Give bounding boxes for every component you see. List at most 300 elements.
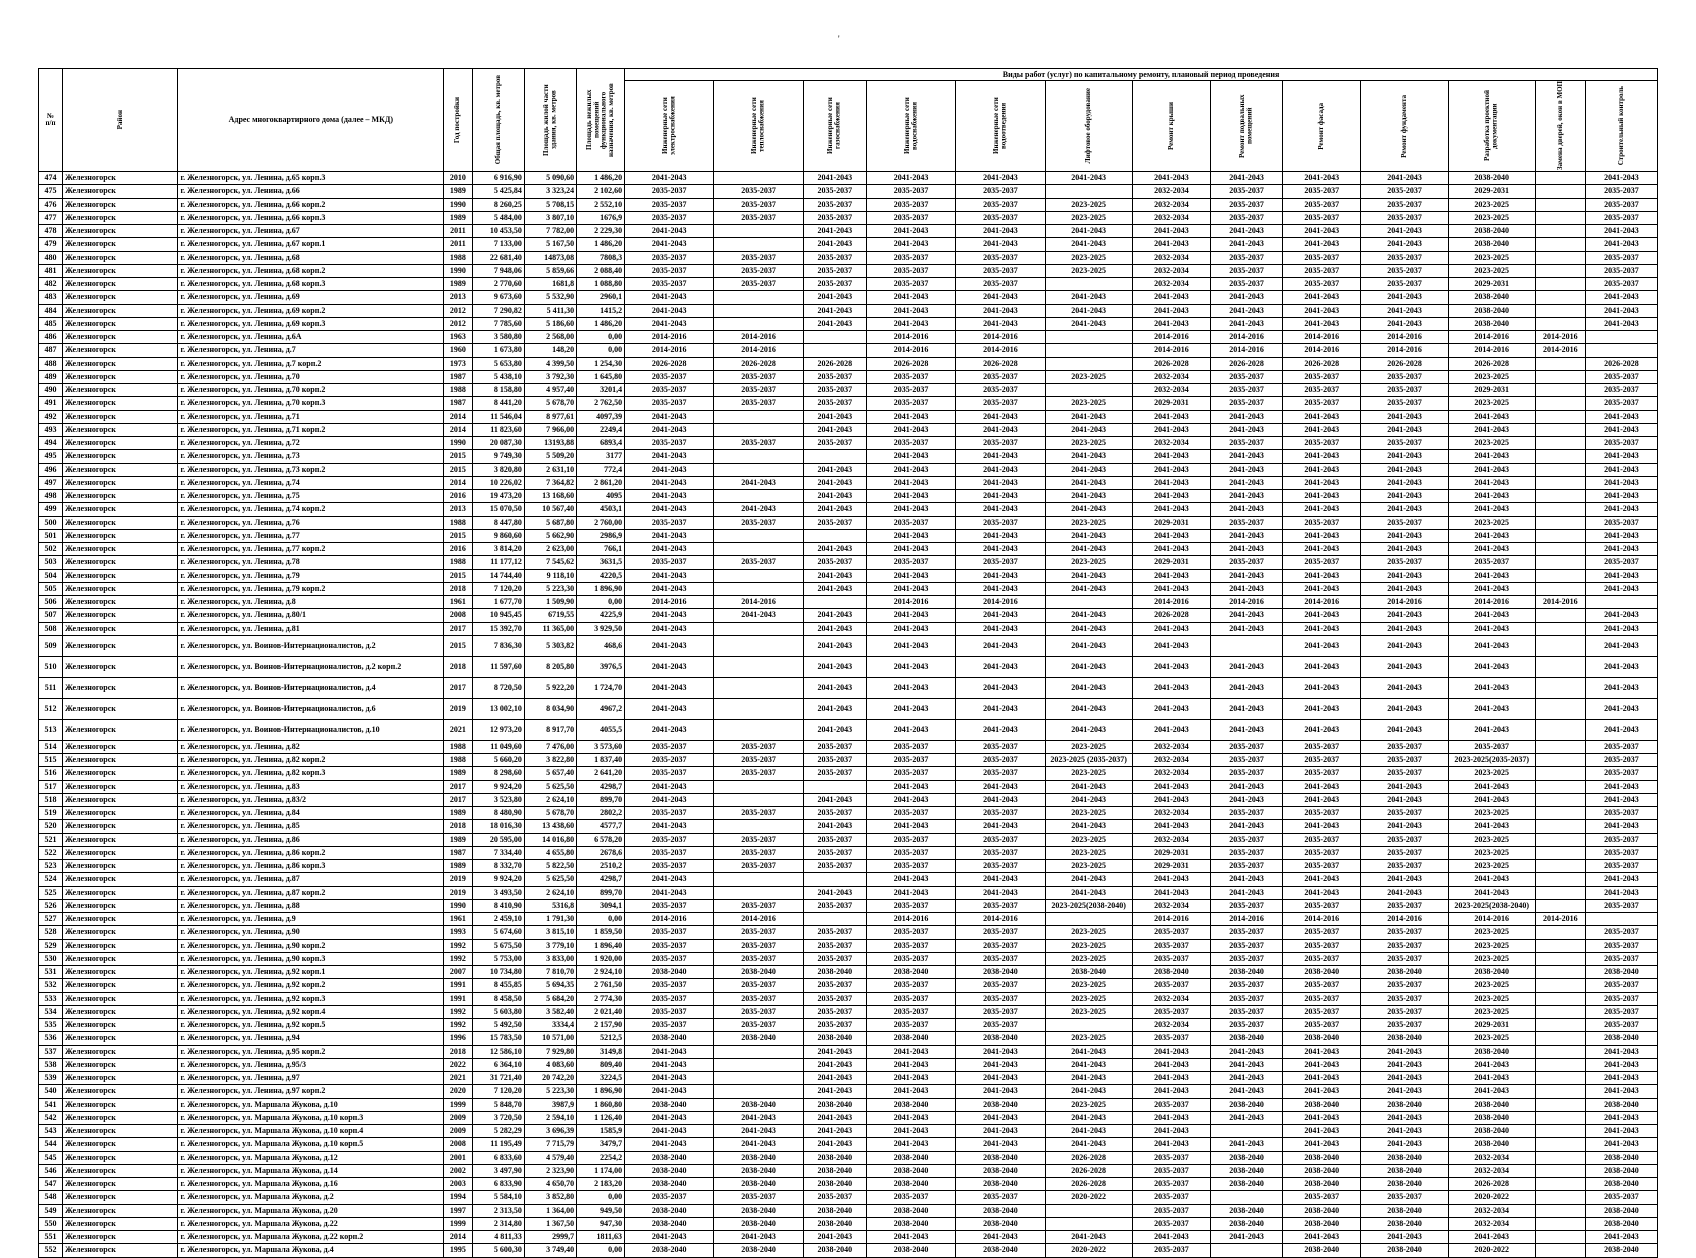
cell-work-period: 2041-2043 <box>1045 1045 1132 1058</box>
cell-work-period: 2041-2043 <box>625 423 714 436</box>
cell-living-area: 5 678,70 <box>524 397 576 410</box>
cell-address: г. Железногорск, ул. Воинов-Интернационалистов, д.2 <box>178 635 444 656</box>
cell-work-period <box>1045 278 1132 291</box>
cell-work-period <box>1535 238 1585 251</box>
cell-work-period: 2041-2043 <box>1585 780 1657 793</box>
cell-work-period: 2014-2016 <box>866 331 955 344</box>
cell-work-period: 2035-2037 <box>803 437 866 450</box>
cell-living-area: 3 822,80 <box>524 754 576 767</box>
cell-work-period: 2038-2040 <box>625 1032 714 1045</box>
cell-living-area: 7 545,62 <box>524 556 576 569</box>
cell-address: г. Железногорск, ул. Маршала Жукова, д.12 <box>178 1151 444 1164</box>
cell-work-period: 2041-2043 <box>1211 225 1283 238</box>
cell-work-period: 2035-2037 <box>1585 264 1657 277</box>
cell-work-period: 2035-2037 <box>625 384 714 397</box>
cell-work-period: 2035-2037 <box>625 278 714 291</box>
cell-work-period: 2041-2043 <box>866 490 955 503</box>
cell-living-area: 3 852,80 <box>524 1191 576 1204</box>
cell-no: 491 <box>39 397 63 410</box>
cell-work-period: 2041-2043 <box>1211 238 1283 251</box>
cell-work-period: 2014-2016 <box>866 913 955 926</box>
cell-work-period: 2035-2037 <box>1283 384 1361 397</box>
cell-work-period <box>1535 622 1585 635</box>
cell-total-area: 7 120,20 <box>472 1085 524 1098</box>
cell-work-period: 2041-2043 <box>803 423 866 436</box>
cell-work-period: 2041-2043 <box>1045 490 1132 503</box>
cell-living-area: 7 810,70 <box>524 966 576 979</box>
cell-nonres-area: 5212,5 <box>577 1032 625 1045</box>
cell-work-period: 2035-2037 <box>1283 437 1361 450</box>
cell-no: 548 <box>39 1191 63 1204</box>
cell-work-period: 2035-2037 <box>956 384 1045 397</box>
cell-work-period: 2035-2037 <box>1283 767 1361 780</box>
cell-work-period: 2038-2040 <box>714 1204 803 1217</box>
cell-work-period: 2038-2040 <box>1361 1204 1448 1217</box>
cell-work-period: 2035-2037 <box>1361 198 1448 211</box>
cell-work-period: 2041-2043 <box>1211 450 1283 463</box>
cell-work-period: 2023-2025 <box>1448 767 1535 780</box>
cell-work-period <box>714 886 803 899</box>
cell-no: 540 <box>39 1085 63 1098</box>
cell-year: 1989 <box>444 767 472 780</box>
cell-work-period: 2041-2043 <box>1448 1058 1535 1071</box>
table-row <box>39 264 1658 277</box>
cell-district: Железногорск <box>62 926 177 939</box>
cell-work-period: 2035-2037 <box>1283 370 1361 383</box>
table-row <box>39 384 1658 397</box>
cell-work-period: 2023-2025 <box>1045 952 1132 965</box>
cell-living-area: 6719,55 <box>524 609 576 622</box>
cell-work-period: 2041-2043 <box>1585 719 1657 740</box>
cell-work-period <box>1045 384 1132 397</box>
cell-work-period: 2041-2043 <box>1132 780 1210 793</box>
header-nonres-area: Площадь нежилых помещений функционального назначения, кв. метров <box>577 69 625 172</box>
cell-work-period: 2035-2037 <box>956 939 1045 952</box>
table-row <box>39 211 1658 224</box>
cell-work-period <box>1535 1217 1585 1230</box>
cell-work-period: 2023-2025 (2035-2037) <box>1045 754 1132 767</box>
cell-no: 539 <box>39 1072 63 1085</box>
cell-work-period: 2041-2043 <box>956 490 1045 503</box>
cell-work-period: 2038-2040 <box>803 966 866 979</box>
cell-work-period <box>1535 370 1585 383</box>
cell-work-period: 2035-2037 <box>714 754 803 767</box>
cell-work-period: 2029-2031 <box>1132 556 1210 569</box>
cell-work-period <box>1535 304 1585 317</box>
cell-no: 496 <box>39 463 63 476</box>
cell-work-period: 2041-2043 <box>1045 317 1132 330</box>
cell-district: Железногорск <box>62 1098 177 1111</box>
cell-living-area: 3 833,00 <box>524 952 576 965</box>
cell-total-area: 19 473,20 <box>472 490 524 503</box>
cell-work-period: 2035-2037 <box>1132 1191 1210 1204</box>
cell-work-period: 2014-2016 <box>1361 596 1448 609</box>
cell-district: Железногорск <box>62 1019 177 1032</box>
cell-work-period <box>1045 913 1132 926</box>
cell-work-period: 2038-2040 <box>866 1032 955 1045</box>
cell-total-area: 10 453,50 <box>472 225 524 238</box>
cell-no: 511 <box>39 677 63 698</box>
cell-work-period <box>1535 1164 1585 1177</box>
cell-nonres-area: 6893,4 <box>577 437 625 450</box>
cell-work-period: 2041-2043 <box>1045 719 1132 740</box>
cell-living-area: 5 090,60 <box>524 172 576 185</box>
cell-work-period: 2035-2037 <box>866 251 955 264</box>
cell-no: 530 <box>39 952 63 965</box>
cell-year: 2014 <box>444 476 472 489</box>
cell-no: 499 <box>39 503 63 516</box>
cell-work-period: 2041-2043 <box>956 172 1045 185</box>
table-row <box>39 172 1658 185</box>
cell-work-period: 2035-2037 <box>1211 926 1283 939</box>
cell-work-period: 2041-2043 <box>625 793 714 806</box>
cell-year: 2021 <box>444 1072 472 1085</box>
cell-work-period: 2041-2043 <box>1132 1045 1210 1058</box>
cell-work-period: 2035-2037 <box>1361 860 1448 873</box>
cell-work-period: 2029-2031 <box>1132 516 1210 529</box>
cell-nonres-area: 1 254,30 <box>577 357 625 370</box>
cell-work-period: 2041-2043 <box>714 1138 803 1151</box>
cell-address: г. Железногорск, ул. Ленина, д.68 корп.3 <box>178 278 444 291</box>
cell-work-period: 2026-2028 <box>714 357 803 370</box>
cell-work-period: 2041-2043 <box>625 450 714 463</box>
cell-address: г. Железногорск, ул. Ленина, д.78 <box>178 556 444 569</box>
cell-work-period: 2041-2043 <box>1448 622 1535 635</box>
cell-work-period: 2041-2043 <box>1361 582 1448 595</box>
cell-work-period: 2035-2037 <box>1448 556 1535 569</box>
table-row <box>39 1005 1658 1018</box>
cell-total-area: 5 660,20 <box>472 754 524 767</box>
cell-work-period: 2041-2043 <box>1132 656 1210 677</box>
cell-work-period <box>714 450 803 463</box>
cell-work-period: 2035-2037 <box>1283 278 1361 291</box>
cell-district: Железногорск <box>62 1045 177 1058</box>
cell-work-period: 2038-2040 <box>956 1164 1045 1177</box>
cell-address: г. Железногорск, ул. Ленина, д.85 <box>178 820 444 833</box>
cell-work-period: 2041-2043 <box>1361 291 1448 304</box>
cell-work-period: 2038-2040 <box>1361 1151 1448 1164</box>
cell-work-period: 2041-2043 <box>1045 1072 1132 1085</box>
cell-work-period: 2041-2043 <box>625 1138 714 1151</box>
cell-work-period: 2041-2043 <box>866 450 955 463</box>
cell-work-period: 2014-2016 <box>1448 331 1535 344</box>
cell-work-period <box>714 172 803 185</box>
cell-work-period: 2041-2043 <box>1045 1138 1132 1151</box>
cell-work-period: 2041-2043 <box>1585 1231 1657 1244</box>
cell-work-period <box>1535 423 1585 436</box>
cell-address: г. Железногорск, ул. Ленина, д.69 <box>178 291 444 304</box>
cell-living-area: 8 917,70 <box>524 719 576 740</box>
cell-address: г. Железногорск, ул. Ленина, д.97 корп.2 <box>178 1085 444 1098</box>
table-row <box>39 1032 1658 1045</box>
cell-no: 521 <box>39 833 63 846</box>
cell-living-area: 2999,7 <box>524 1231 576 1244</box>
cell-district: Железногорск <box>62 635 177 656</box>
cell-address: г. Железногорск, ул. Ленина, д.7 корп.2 <box>178 357 444 370</box>
cell-no: 483 <box>39 291 63 304</box>
cell-address: г. Железногорск, ул. Ленина, д.84 <box>178 807 444 820</box>
cell-work-period <box>1535 609 1585 622</box>
cell-living-area: 7 966,00 <box>524 423 576 436</box>
cell-work-period: 2041-2043 <box>1045 793 1132 806</box>
cell-work-period: 2041-2043 <box>1361 543 1448 556</box>
cell-work-period: 2035-2037 <box>625 185 714 198</box>
cell-total-area: 7 836,30 <box>472 635 524 656</box>
cell-work-period <box>1535 860 1585 873</box>
cell-work-period: 2041-2043 <box>956 463 1045 476</box>
cell-year: 2015 <box>444 450 472 463</box>
cell-work-period: 2041-2043 <box>714 609 803 622</box>
cell-work-period: 2014-2016 <box>1283 344 1361 357</box>
cell-work-period: 2035-2037 <box>956 211 1045 224</box>
cell-work-period: 2041-2043 <box>1211 304 1283 317</box>
cell-work-period: 2041-2043 <box>1448 793 1535 806</box>
cell-living-area: 5 223,30 <box>524 582 576 595</box>
cell-work-period: 2041-2043 <box>1211 1138 1283 1151</box>
cell-work-period: 2041-2043 <box>1585 529 1657 542</box>
cell-work-period: 2035-2037 <box>803 264 866 277</box>
cell-district: Железногорск <box>62 622 177 635</box>
cell-work-period <box>1535 198 1585 211</box>
cell-work-period <box>1535 677 1585 698</box>
cell-work-period: 2038-2040 <box>1283 1244 1361 1257</box>
cell-work-period: 2041-2043 <box>1448 410 1535 423</box>
cell-district: Железногорск <box>62 719 177 740</box>
cell-work-period: 2035-2037 <box>1283 846 1361 859</box>
cell-year: 1996 <box>444 1032 472 1045</box>
cell-work-period: 2041-2043 <box>1283 304 1361 317</box>
cell-work-period: 2041-2043 <box>956 677 1045 698</box>
cell-work-period: 2035-2037 <box>714 952 803 965</box>
cell-total-area: 5 848,70 <box>472 1098 524 1111</box>
cell-work-period <box>1535 780 1585 793</box>
cell-work-period <box>1535 1178 1585 1191</box>
cell-work-period: 2041-2043 <box>1283 820 1361 833</box>
cell-no: 549 <box>39 1204 63 1217</box>
cell-year: 1988 <box>444 556 472 569</box>
cell-work-period: 2041-2043 <box>625 582 714 595</box>
cell-no: 482 <box>39 278 63 291</box>
cell-no: 479 <box>39 238 63 251</box>
cell-work-period: 2026-2028 <box>1211 357 1283 370</box>
cell-work-period: 2041-2043 <box>1448 656 1535 677</box>
cell-no: 523 <box>39 860 63 873</box>
cell-no: 534 <box>39 1005 63 1018</box>
cell-work-period: 2035-2037 <box>1585 939 1657 952</box>
cell-work-period: 2038-2040 <box>1448 1045 1535 1058</box>
cell-total-area: 12 973,20 <box>472 719 524 740</box>
cell-address: г. Железногорск, ул. Ленина, д.92 корп.4 <box>178 1005 444 1018</box>
cell-no: 544 <box>39 1138 63 1151</box>
cell-year: 1961 <box>444 913 472 926</box>
cell-work-period: 2038-2040 <box>1361 1178 1448 1191</box>
cell-work-period: 2041-2043 <box>1361 622 1448 635</box>
cell-work-period: 2041-2043 <box>866 677 955 698</box>
cell-work-period: 2035-2037 <box>625 251 714 264</box>
cell-work-period <box>1535 656 1585 677</box>
cell-work-period: 2041-2043 <box>1448 582 1535 595</box>
cell-work-period: 2041-2043 <box>1132 225 1210 238</box>
cell-year: 2019 <box>444 886 472 899</box>
cell-work-period: 2035-2037 <box>714 185 803 198</box>
cell-district: Железногорск <box>62 503 177 516</box>
cell-year: 2012 <box>444 317 472 330</box>
cell-address: г. Железногорск, ул. Маршала Жукова, д.20 <box>178 1204 444 1217</box>
cell-work-period: 2041-2043 <box>1585 873 1657 886</box>
cell-living-area: 4 650,70 <box>524 1178 576 1191</box>
cell-work-period: 2041-2043 <box>714 1125 803 1138</box>
cell-work-period <box>1535 1072 1585 1085</box>
cell-work-period: 2041-2043 <box>1045 476 1132 489</box>
header-address: Адрес многоквартирного дома (далее – МКД) <box>178 69 444 172</box>
table-row <box>39 1085 1658 1098</box>
cell-work-period: 2041-2043 <box>1132 1058 1210 1071</box>
cell-work-period: 2035-2037 <box>866 397 955 410</box>
cell-work-period: 2041-2043 <box>1448 886 1535 899</box>
cell-work-period: 2035-2037 <box>1211 979 1283 992</box>
table-row <box>39 304 1658 317</box>
cell-work-period: 2041-2043 <box>1361 873 1448 886</box>
cell-work-period: 2014-2016 <box>956 596 1045 609</box>
table-row <box>39 357 1658 370</box>
cell-nonres-area: 3 573,60 <box>577 740 625 753</box>
cell-work-period: 2032-2034 <box>1132 833 1210 846</box>
cell-work-period <box>1585 596 1657 609</box>
cell-work-period: 2026-2028 <box>803 357 866 370</box>
cell-work-period: 2041-2043 <box>956 450 1045 463</box>
cell-work-period: 2014-2016 <box>956 913 1045 926</box>
cell-work-period: 2041-2043 <box>714 1231 803 1244</box>
cell-work-period: 2035-2037 <box>1361 264 1448 277</box>
cell-work-period: 2023-2025 <box>1045 860 1132 873</box>
cell-work-period: 2035-2037 <box>1585 1005 1657 1018</box>
cell-total-area: 10 945,45 <box>472 609 524 622</box>
cell-work-period: 2026-2028 <box>1448 357 1535 370</box>
cell-work-period <box>714 820 803 833</box>
cell-work-period: 2038-2040 <box>1211 1204 1283 1217</box>
cell-total-area: 11 195,49 <box>472 1138 524 1151</box>
cell-work-period: 2041-2043 <box>625 656 714 677</box>
cell-work-period: 2041-2043 <box>1283 698 1361 719</box>
cell-work-period: 2032-2034 <box>1132 767 1210 780</box>
cell-no: 532 <box>39 979 63 992</box>
cell-work-period: 2041-2043 <box>1132 543 1210 556</box>
cell-work-period: 2032-2034 <box>1132 740 1210 753</box>
cell-work-period: 2041-2043 <box>1132 291 1210 304</box>
cell-district: Железногорск <box>62 952 177 965</box>
cell-work-period: 2038-2040 <box>1448 966 1535 979</box>
cell-work-period: 2041-2043 <box>1132 719 1210 740</box>
cell-work-period: 2041-2043 <box>1361 1231 1448 1244</box>
cell-living-area: 5 662,90 <box>524 529 576 542</box>
cell-work-period <box>1535 793 1585 806</box>
cell-total-area: 12 586,10 <box>472 1045 524 1058</box>
cell-work-period: 2026-2028 <box>1585 357 1657 370</box>
cell-work-period: 2041-2043 <box>1132 1138 1210 1151</box>
cell-work-period: 2035-2037 <box>1211 740 1283 753</box>
cell-total-area: 5 753,00 <box>472 952 524 965</box>
cell-work-period: 2023-2025 <box>1448 952 1535 965</box>
cell-work-period: 2038-2040 <box>625 1244 714 1257</box>
cell-no: 546 <box>39 1164 63 1177</box>
cell-work-period: 2035-2037 <box>1132 1151 1210 1164</box>
cell-living-area: 4 399,50 <box>524 357 576 370</box>
cell-nonres-area: 1 896,40 <box>577 939 625 952</box>
cell-work-period: 2041-2043 <box>1283 463 1361 476</box>
table-row <box>39 979 1658 992</box>
cell-district: Железногорск <box>62 939 177 952</box>
cell-work-period <box>1535 1098 1585 1111</box>
cell-work-period: 2035-2037 <box>956 198 1045 211</box>
cell-work-period: 2041-2043 <box>803 463 866 476</box>
cell-year: 1990 <box>444 264 472 277</box>
cell-address: г. Железногорск, ул. Ленина, д.74 <box>178 476 444 489</box>
cell-work-period: 2038-2040 <box>1211 1178 1283 1191</box>
cell-address: г. Железногорск, ул. Маршала Жукова, д.4 <box>178 1244 444 1257</box>
cell-no: 519 <box>39 807 63 820</box>
cell-work-period: 2023-2025 <box>1448 979 1535 992</box>
cell-work-period: 2035-2037 <box>1283 740 1361 753</box>
cell-work-period: 2038-2040 <box>956 1151 1045 1164</box>
cell-year: 1989 <box>444 278 472 291</box>
cell-work-period: 2041-2043 <box>1361 1058 1448 1071</box>
cell-work-period: 2035-2037 <box>1361 767 1448 780</box>
cell-work-period: 2035-2037 <box>866 370 955 383</box>
table-row <box>39 635 1658 656</box>
cell-work-period: 2035-2037 <box>714 198 803 211</box>
cell-work-period: 2035-2037 <box>1283 1005 1361 1018</box>
cell-nonres-area: 4503,1 <box>577 503 625 516</box>
cell-living-area: 5 167,50 <box>524 238 576 251</box>
cell-district: Железногорск <box>62 1204 177 1217</box>
cell-year: 2011 <box>444 225 472 238</box>
cell-no: 495 <box>39 450 63 463</box>
cell-work-period: 2041-2043 <box>803 1111 866 1124</box>
cell-nonres-area: 2802,2 <box>577 807 625 820</box>
cell-work-period: 2041-2043 <box>1211 423 1283 436</box>
table-row <box>39 1204 1658 1217</box>
cell-work-period <box>1535 939 1585 952</box>
cell-year: 2014 <box>444 423 472 436</box>
cell-district: Железногорск <box>62 1217 177 1230</box>
cell-work-period <box>1535 211 1585 224</box>
cell-work-period <box>1535 278 1585 291</box>
cell-no: 503 <box>39 556 63 569</box>
cell-living-area: 7 715,79 <box>524 1138 576 1151</box>
cell-nonres-area: 3201,4 <box>577 384 625 397</box>
cell-work-period <box>1535 556 1585 569</box>
cell-no: 528 <box>39 926 63 939</box>
cell-year: 1987 <box>444 370 472 383</box>
cell-work-period: 2038-2040 <box>714 966 803 979</box>
cell-work-period: 2041-2043 <box>956 820 1045 833</box>
cell-address: г. Железногорск, ул. Ленина, д.70 корп.2 <box>178 384 444 397</box>
cell-work-period: 2041-2043 <box>956 635 1045 656</box>
cell-year: 2014 <box>444 410 472 423</box>
table-row <box>39 596 1658 609</box>
cell-work-period: 2041-2043 <box>1132 238 1210 251</box>
cell-living-area: 11 365,00 <box>524 622 576 635</box>
table-row <box>39 1072 1658 1085</box>
cell-work-period <box>1535 357 1585 370</box>
cell-work-period: 2041-2043 <box>625 719 714 740</box>
cell-work-period: 2041-2043 <box>803 225 866 238</box>
cell-living-area: 10 571,00 <box>524 1032 576 1045</box>
cell-work-period: 2035-2037 <box>956 833 1045 846</box>
cell-work-period: 2041-2043 <box>1283 1085 1361 1098</box>
cell-work-period: 2035-2037 <box>1361 1019 1448 1032</box>
cell-district: Железногорск <box>62 1164 177 1177</box>
